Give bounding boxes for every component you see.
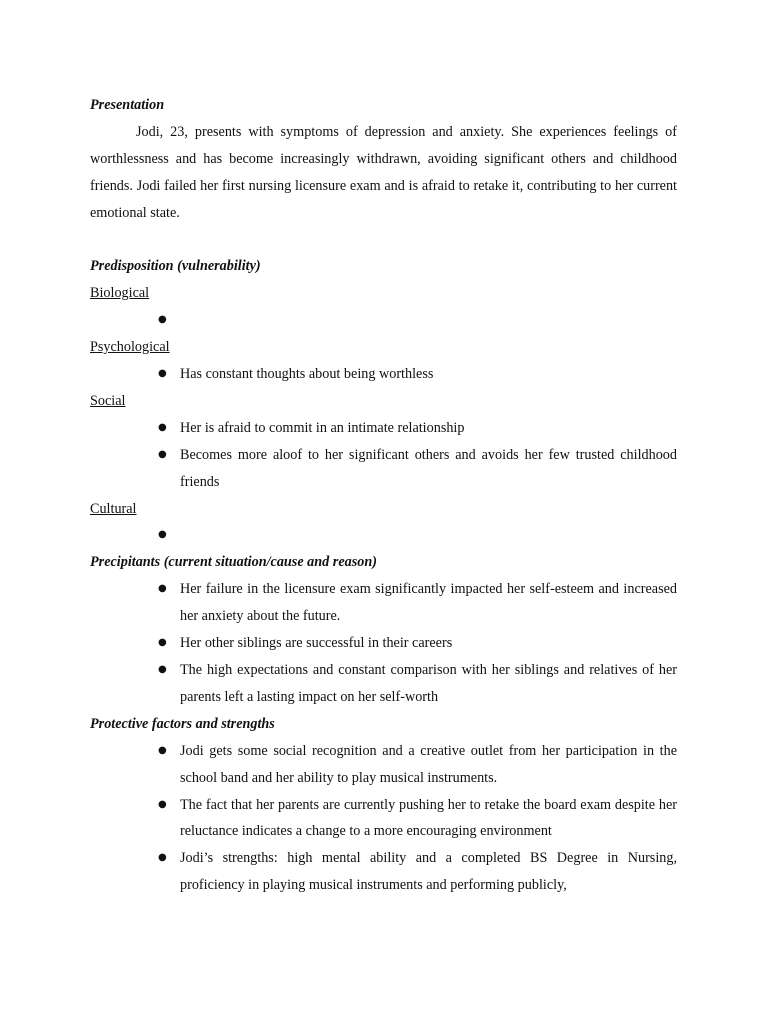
list-item bbox=[158, 442, 677, 496]
list-item bbox=[158, 845, 677, 899]
bullet-icon: ● bbox=[158, 663, 167, 675]
list-item-text: Becomes more aloof to her significant others and avoids her few trusted childhood friends bbox=[180, 446, 677, 490]
bullet-icon: ● bbox=[158, 529, 167, 541]
precipitants-heading: Precipitants (current situation/cause and reason) bbox=[90, 554, 377, 571]
document-page bbox=[90, 92, 677, 899]
list-item bbox=[158, 576, 677, 630]
list-item bbox=[158, 307, 677, 334]
psychological-label: Psychological bbox=[90, 339, 170, 356]
social-list bbox=[90, 415, 677, 496]
list-item bbox=[158, 522, 677, 549]
list-item bbox=[158, 738, 677, 792]
biological-label: Biological bbox=[90, 285, 150, 302]
biological-list bbox=[90, 307, 677, 334]
presentation-heading: Presentation bbox=[90, 97, 165, 113]
bullet-icon: ● bbox=[158, 448, 167, 460]
protective-list bbox=[90, 738, 677, 899]
bullet-icon: ● bbox=[158, 314, 167, 326]
bullet-icon: ● bbox=[158, 421, 167, 433]
list-item-text: Her other siblings are successful in their careers bbox=[180, 635, 453, 652]
list-item bbox=[158, 792, 677, 846]
list-item bbox=[158, 630, 677, 657]
bullet-icon: ● bbox=[158, 798, 167, 810]
list-item-text: Has constant thoughts about being worthless bbox=[180, 366, 434, 383]
list-item-text: Her is afraid to commit in an intimate relationship bbox=[180, 419, 465, 436]
bullet-icon: ● bbox=[158, 368, 167, 380]
list-item-text: The high expectations and constant comparison with her siblings and relatives of her parents left a lasting impact on her self-worth bbox=[180, 661, 677, 705]
presentation-paragraph: Jodi, 23, presents with symptoms of depression and anxiety. She experiences feelings of worthlessness and has become increasingly withdrawn, avoiding significant others and childhood friends. Jodi failed her first nursing licensure exam and is afraid to retake it, contributing to her current emotional state. bbox=[90, 123, 677, 221]
predisposition-heading: Predisposition (vulnerability) bbox=[90, 258, 261, 275]
bullet-icon: ● bbox=[158, 637, 167, 649]
list-item bbox=[158, 657, 677, 711]
section-spacer bbox=[90, 227, 677, 254]
cultural-list bbox=[90, 522, 677, 549]
list-item bbox=[158, 415, 677, 442]
list-item-text: The fact that her parents are currently pushing her to retake the board exam despite her reluctance indicates a change to a more encouraging environment bbox=[180, 796, 677, 840]
list-item bbox=[158, 361, 677, 388]
protective-heading: Protective factors and strengths bbox=[90, 715, 275, 732]
social-label: Social bbox=[90, 392, 126, 409]
cultural-label: Cultural bbox=[90, 500, 137, 517]
bullet-icon: ● bbox=[158, 852, 167, 864]
psychological-list bbox=[90, 361, 677, 388]
precipitants-list bbox=[90, 576, 677, 711]
list-item-text: Jodi’s strengths: high mental ability and a completed BS Degree in Nursing, proficiency in playing musical instruments and performing publicly, bbox=[180, 850, 677, 894]
bullet-icon: ● bbox=[158, 583, 167, 595]
bullet-icon: ● bbox=[158, 744, 167, 756]
list-item-text: Her failure in the licensure exam significantly impacted her self-esteem and increased her anxiety about the future. bbox=[180, 581, 677, 625]
list-item-text: Jodi gets some social recognition and a creative outlet from her participation in the school band and her ability to play musical instruments. bbox=[180, 742, 677, 786]
